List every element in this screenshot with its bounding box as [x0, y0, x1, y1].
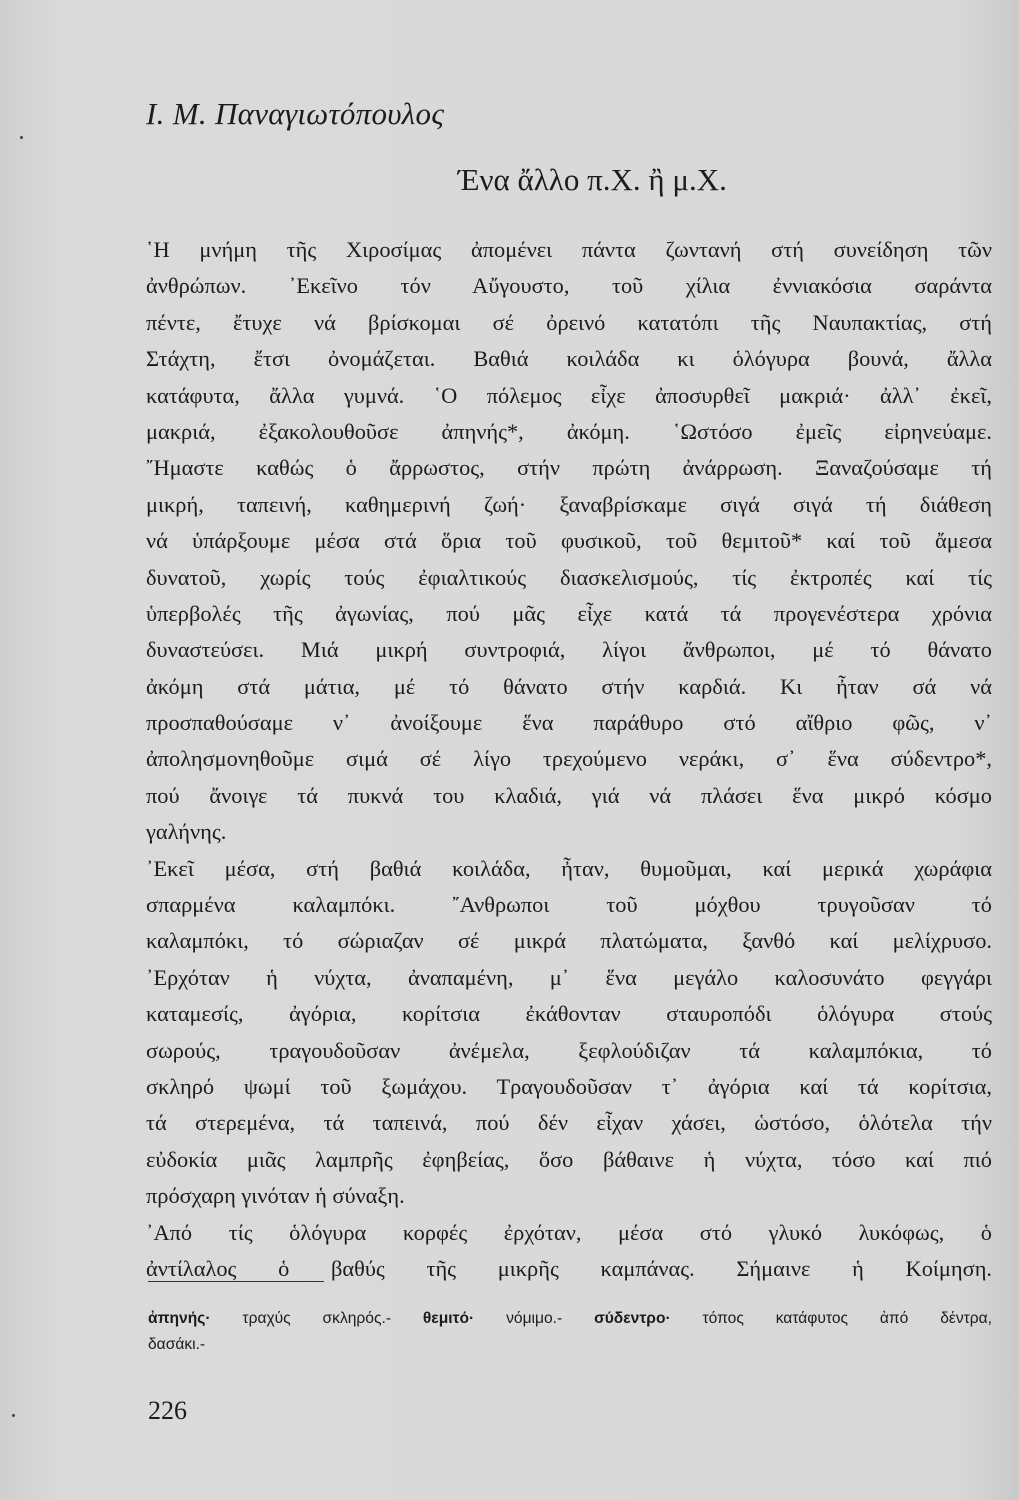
body-line: πρόσχαρη γινόταν ἡ σύναξη. [146, 1183, 405, 1209]
footnote [148, 1306, 992, 1358]
essay-body [146, 232, 992, 1287]
footnote-term: σύδεντρο· [594, 1310, 671, 1327]
footnote-definition: τραχύς σκληρός.- [210, 1310, 423, 1327]
body-line: πέντε, ἔτυχε νά βρίσκομαι σέ ὀρεινό κατατόπι τῆς Ναυπακτίας, στή [146, 309, 992, 335]
footnote-line: δασάκι.- [148, 1336, 206, 1353]
footnote-definition: τόπος κατάφυτος ἀπό δέντρα, [670, 1310, 992, 1327]
print-speck [20, 136, 23, 139]
footnote-definition: νόμιμο.- [474, 1310, 595, 1327]
body-line: ᾿Από τίς ὁλόγυρα κορφές ἐρχόταν, μέσα στό γλυκό λυκόφως, ὁ [146, 1219, 992, 1245]
body-line: ἀκόμη στά μάτια, μέ τό θάνατο στήν καρδιά. Κι ἦταν σά νά [146, 673, 992, 699]
body-line: ῾Η μνήμη τῆς Χιροσίμας ἀπομένει πάντα ζωντανή στή συνείδηση τῶν [146, 237, 992, 262]
body-line: γαλήνης. [146, 819, 227, 845]
body-line: τά στερεμένα, τά ταπεινά, πού δέν εἶχαν χάσει, ὡστόσο, ὁλότελα τήν [146, 1110, 992, 1136]
body-line: ᾿Ερχόταν ἡ νύχτα, ἀναπαμένη, μ᾿ ἕνα μεγάλο καλοσυνάτο φεγγάρι [146, 964, 992, 990]
body-line: μικρή, ταπεινή, καθημερινή ζωή· ξαναβρίσκαμε σιγά σιγά τή διάθεση [146, 491, 992, 517]
body-line: σκληρό ψωμί τοῦ ξωμάχου. Τραγουδοῦσαν τ᾿ ἀγόρια καί τά κορίτσια, [146, 1073, 992, 1099]
body-line: καλαμπόκι, τό σώριαζαν σέ μικρά πλατώματα, ξανθό καί μελίχρυσο. [146, 928, 992, 954]
footnote-divider [148, 1281, 324, 1282]
print-speck [12, 1414, 15, 1417]
body-line: μακριά, ἐξακολουθοῦσε ἀπηνής*, ἀκόμη. ῾Ωστόσο ἐμεῖς εἰρηνεύαμε. [146, 418, 992, 444]
body-line: κατάφυτα, ἄλλα γυμνά. ῾Ο πόλεμος εἶχε ἀποσυρθεῖ μακριά· ἀλλ᾿ ἐκεῖ, [146, 382, 992, 408]
body-line: ἀπολησμονηθοῦμε σιμά σέ λίγο τρεχούμενο νεράκι, σ᾿ ἕνα σύδεντρο*, [146, 746, 992, 772]
body-line: ᾿Εκεῖ μέσα, στή βαθιά κοιλάδα, ἦταν, θυμοῦμαι, καί μερικά χωράφια [146, 855, 992, 881]
footnote-term: ἀπηνής· [148, 1310, 211, 1327]
body-line: προσπαθούσαμε ν᾿ ἀνοίξουμε ἕνα παράθυρο στό αἴθριο φῶς, ν᾿ [146, 710, 992, 736]
author-name: Ι. Μ. Παναγιωτόπουλος [146, 96, 445, 131]
body-line: ἀντίλαλος ὁ βαθύς τῆς μικρῆς καμπάνας. Σήμαινε ἡ Κοίμηση. [146, 1255, 992, 1281]
body-line: νά ὑπάρξουμε μέσα στά ὅρια τοῦ φυσικοῦ, τοῦ θεμιτοῦ* καί τοῦ ἄμεσα [146, 528, 992, 554]
footnote-term: θεμιτό· [422, 1310, 475, 1327]
essay-title: Ένα ἄλλο π.Χ. ἢ μ.Χ. [458, 162, 727, 197]
footnote-line [148, 1306, 992, 1332]
body-line: ῎Ημαστε καθώς ὁ ἄρρωστος, στήν πρώτη ἀνάρρωση. Ξαναζούσαμε τή [146, 455, 992, 481]
body-line: εὐδοκία μιᾶς λαμπρῆς ἐφηβείας, ὅσο βάθαινε ἡ νύχτα, τόσο καί πιό [146, 1146, 992, 1172]
body-line: πού ἄνοιγε τά πυκνά του κλαδιά, γιά νά πλάσει ἕνα μικρό κόσμο [146, 782, 992, 808]
body-line: σωρούς, τραγουδοῦσαν ἀνέμελα, ξεφλούδιζαν τά καλαμπόκια, τό [146, 1037, 992, 1063]
page-number: 226 [148, 1396, 187, 1425]
body-line: δυναστεύσει. Μιά μικρή συντροφιά, λίγοι ἄνθρωποι, μέ τό θάνατο [146, 637, 992, 663]
body-line: Στάχτη, ἔτσι ὀνομάζεται. Βαθιά κοιλάδα κι ὁλόγυρα βουνά, ἄλλα [146, 346, 992, 372]
body-line: δυνατοῦ, χωρίς τούς ἐφιαλτικούς διασκελισμούς, τίς ἐκτροπές καί τίς [146, 564, 992, 590]
body-line: ἀνθρώπων. ᾿Εκεῖνο τόν Αὔγουστο, τοῦ χίλια ἐννιακόσια σαράντα [146, 273, 992, 299]
body-line: σπαρμένα καλαμπόκι. ῎Ανθρωποι τοῦ μόχθου τρυγοῦσαν τό [146, 892, 992, 918]
body-line: καταμεσίς, ἀγόρια, κορίτσια ἐκάθονταν σταυροπόδι ὁλόγυρα στούς [146, 1001, 992, 1027]
body-line: ὑπερβολές τῆς ἀγωνίας, πού μᾶς εἶχε κατά τά προγενέστερα χρόνια [146, 600, 992, 626]
